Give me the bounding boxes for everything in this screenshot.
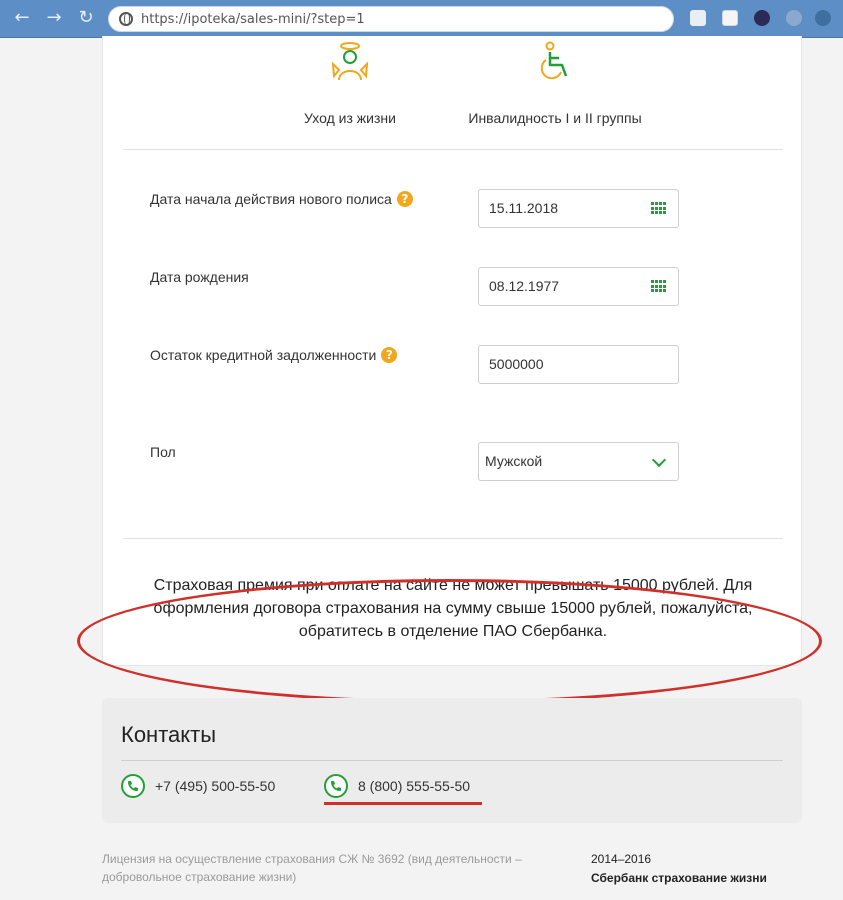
policy-start-label-text: Дата начала действия нового полиса [150,191,392,207]
risk-disability [455,40,655,126]
angel-icon [330,40,370,82]
gender-select[interactable] [478,442,679,481]
url-text: https://ipoteka/sales-mini/?step=1 [141,12,365,27]
phone-2-text: 8 (800) 555-55-50 [358,778,471,794]
premium-limit-notice: Страховая премия при оплате на сайте не может превышать 15000 рублей. Для оформления договора страхования на сумму свыше 15000 рублей, пожалуйста, обратитесь в отделение ПАО Сбербанка. [153,577,753,640]
credit-balance-value: 5000000 [489,356,544,372]
phone-icon [324,774,348,798]
contact-phone-2[interactable] [324,774,470,798]
birth-date-value: 08.12.1977 [489,278,560,294]
birth-date-label [150,269,249,285]
footer-company [591,850,767,888]
calendar-icon[interactable] [651,280,666,293]
contacts-title: Контакты [121,722,217,747]
extension-icon[interactable] [722,10,738,26]
credit-balance-label-text: Остаток кредитной задолженности [150,347,377,363]
birth-date-label-text: Дата рождения [150,269,249,285]
gender-label-text: Пол [150,444,176,460]
license-text: Лицензия на осуществление страхования СЖ № 3692 (вид деятельности – добровольное страхование жизни) [102,852,522,884]
help-icon[interactable]: ? [397,191,413,207]
annotation-underline [324,802,482,805]
contact-phone-1[interactable] [121,774,275,798]
risk-death-label: Уход из жизни [304,110,396,126]
gender-label [150,444,176,460]
policy-start-label [150,191,413,207]
gender-value: Мужской [485,453,543,469]
help-icon[interactable]: ? [381,347,397,363]
phone-icon [121,774,145,798]
policy-start-date-value: 15.11.2018 [489,200,559,216]
globe-icon [119,12,133,26]
footer-company-name: Сбербанк страхование жизни [591,871,767,885]
risk-death [295,40,405,126]
policy-start-date-field[interactable] [478,189,679,228]
chevron-down-icon [652,453,666,467]
back-arrow-icon[interactable]: ← [14,7,30,28]
birth-date-field[interactable] [478,267,679,306]
extension-icon[interactable] [754,10,770,26]
footer-years: 2014–2016 [591,852,652,866]
form-card [102,36,802,666]
address-bar[interactable] [108,6,674,32]
divider [123,538,783,539]
reload-icon[interactable]: ↻ [78,7,94,28]
phone-1-text: +7 (495) 500-55-50 [155,778,276,794]
browser-toolbar [0,0,843,38]
divider [123,149,783,150]
calendar-icon[interactable] [651,202,666,215]
forward-arrow-icon[interactable]: → [46,7,62,28]
wheelchair-icon [535,40,575,82]
extension-icon[interactable] [815,10,831,26]
credit-balance-label [150,347,397,363]
credit-balance-field[interactable] [478,345,679,384]
extension-icon[interactable] [690,10,706,26]
risk-disability-label: Инвалидность I и II группы [468,110,642,126]
page [0,38,843,900]
extension-icon[interactable] [786,10,802,26]
divider [121,760,783,761]
